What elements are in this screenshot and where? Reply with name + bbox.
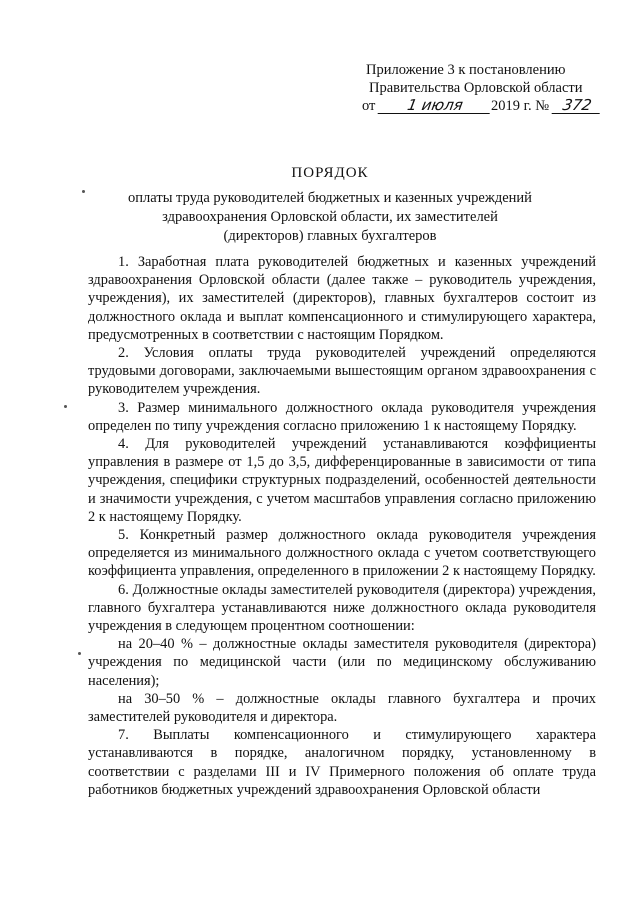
paragraph-7: 7. Выплаты компенсационного и стимулирующего характера устанавливаются в порядке, аналогичном порядку, установленному в соответствии с разделами III и IV Примерного положения об оплате труда работников бюджетных учреждений здравоохранения Орловской области bbox=[88, 727, 596, 798]
scan-speck bbox=[78, 652, 81, 655]
title-subtitle-line: оплаты труда руководителей бюджетных и казенных учреждений bbox=[128, 190, 532, 206]
year-and-number-label: 2019 г. № bbox=[491, 98, 550, 114]
paragraph-6: 6. Должностные оклады заместителей руководителя (директора) учреждения, главного бухгалтера устанавливаются ниже должностного оклада руководителя учреждения в следующем процентном соотношении: bbox=[88, 581, 596, 635]
document-body bbox=[88, 253, 596, 798]
paragraph-2: 2. Условия оплаты труда руководителей учреждений определяются трудовыми договорами, заключаемыми вышестоящим органом здравоохранения с руководителем учреждения. bbox=[88, 345, 596, 398]
document-title bbox=[60, 164, 600, 246]
title-subtitle-line: здравоохранения Орловской области, их заместителей bbox=[162, 209, 498, 225]
handwritten-number: 372 bbox=[551, 98, 602, 114]
appendix-line-1: Приложение 3 к постановлению bbox=[366, 62, 566, 78]
paragraph-6-item-2: на 30–50 % – должностные оклады главного бухгалтера и прочих заместителей руководителя и директора. bbox=[88, 690, 596, 726]
appendix-date-line bbox=[362, 97, 622, 115]
appendix-header bbox=[362, 61, 622, 115]
scan-speck bbox=[82, 190, 85, 193]
appendix-line-2: Правительства Орловской области bbox=[369, 80, 583, 96]
date-prefix: от bbox=[362, 98, 376, 114]
paragraph-6-item-1: на 20–40 % – должностные оклады заместителя руководителя (директора) учреждения по медицинской части (или по медицинскому обслуживанию населения); bbox=[88, 636, 596, 689]
paragraph-4: 4. Для руководителей учреждений устанавливаются коэффициенты управления в размере от 1,5 до 3,5, дифференцированные в зависимости от типа учреждения, специфики структурных подразделений, особенностей деятельности и значимости учреждения, с учетом масштабов управления согласно приложению 2 к настоящему Порядку. bbox=[88, 436, 596, 525]
paragraph-3: 3. Размер минимального должностного оклада руководителя учреждения определен по типу учреждения согласно приложению 1 к настоящему Порядку. bbox=[88, 399, 596, 434]
scan-speck bbox=[64, 405, 67, 408]
title-main: ПОРЯДОК bbox=[291, 165, 369, 181]
handwritten-date: 1 июля bbox=[378, 98, 493, 114]
paragraph-5: 5. Конкретный размер должностного оклада руководителя учреждения определяется из минимального должностного оклада с учетом соответствующего коэффициента управления, определенного в приложении 2 к настоящему Порядку. bbox=[88, 527, 596, 580]
paragraph-1: 1. Заработная плата руководителей бюджетных и казенных учреждений здравоохранения Орловской области (далее также – руководитель учреждения, учреждения), их заместителей (директоров), главных бухгалтеров состоит из должностного оклада и выплат компенсационного и стимулирующего характера, предусмотренных в соответствии с настоящим Порядком. bbox=[88, 254, 596, 343]
title-subtitle-line: (директоров) главных бухгалтеров bbox=[223, 228, 437, 244]
